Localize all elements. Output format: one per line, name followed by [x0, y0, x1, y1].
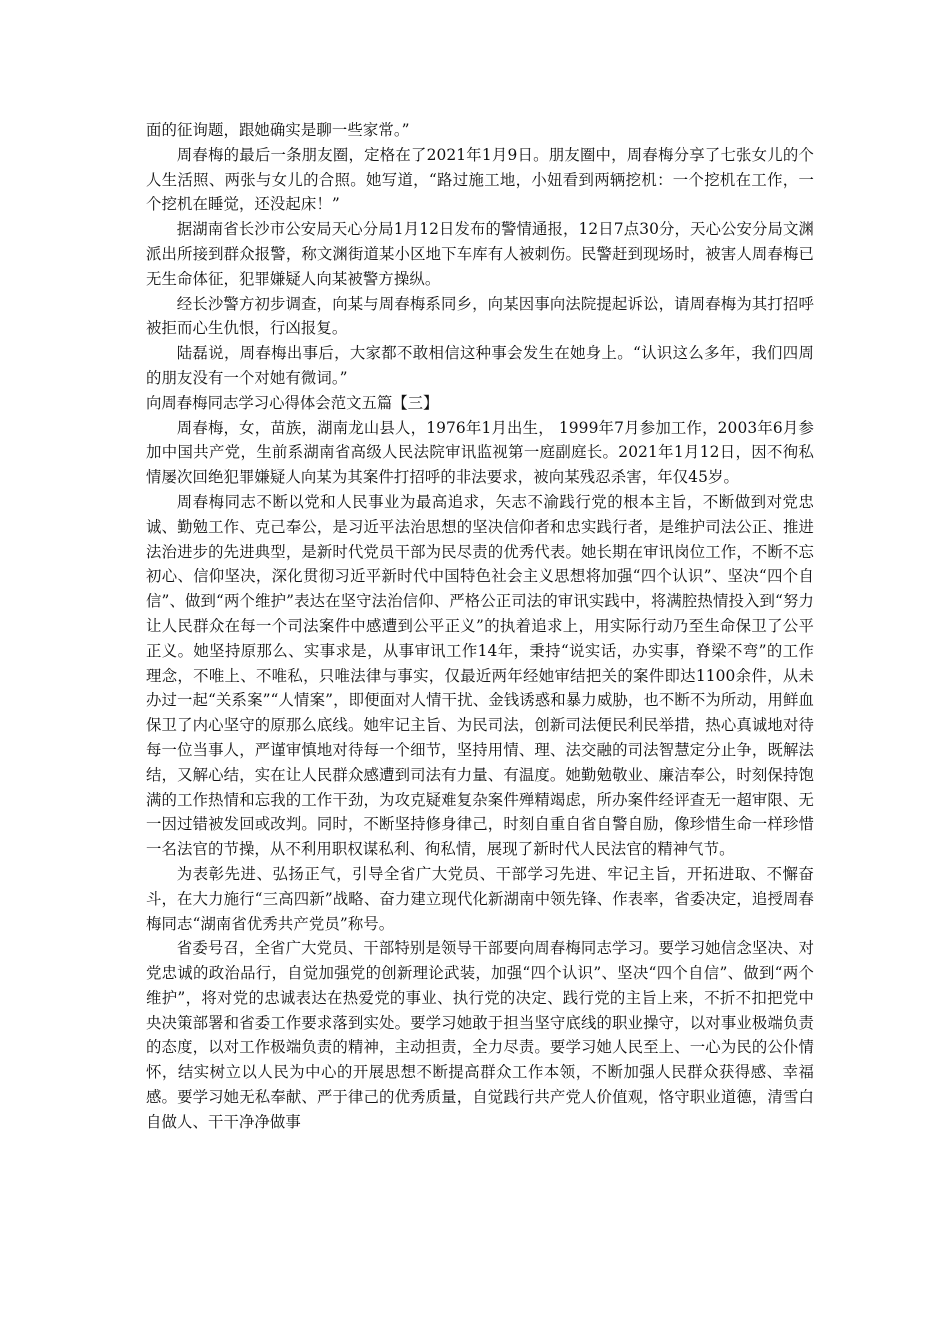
paragraph-biography: 周春梅，女，苗族，湖南龙山县人，1976年1月出生， 1999年7月参加工作，2003年6月参加中国共产党，生前系湖南省高级人民法院审讯监视第一庭副庭长。2021年1月12日，因不徇私情屡次回绝犯罪嫌疑人向某为其案件打招呼的非法要求，被向某残忍杀害，年仅45岁。 — [146, 418, 814, 487]
paragraph-lu-lei-quote: 陆磊说，周春梅出事后，大家都不敢相信这种事会发生在她身上。“认识这么多年，我们四周的朋友没有一个对她有微词。” — [146, 344, 814, 387]
paragraph-police-report: 据湖南省长沙市公安局天心分局1月12日发布的警情通报，12日7点30分，天心公安分局文渊派出所接到群众报警，称文渊街道某小区地下车库有人被刺伤。民警赶到现场时，被害人周春梅已无生命体征，犯罪嫌疑人向某被警方操纵。 — [146, 220, 814, 288]
paragraph-continuation: 面的征询题，跟她确实是聊一些家常。” — [146, 121, 410, 139]
document-page — [146, 118, 814, 1135]
paragraph-commendation: 为表彰先进、弘扬正气，引导全省广大党员、干部学习先进、牢记主旨，开拓进取、不懈奋斗，在大力施行“三高四新”战略、奋力建立现代化新湖南中领先锋、作表率，省委决定，追授周春梅同志“湖南省优秀共产党员”称号。 — [146, 864, 814, 933]
paragraph-achievements: 周春梅同志不断以党和人民事业为最高追求，矢志不渝践行党的根本主旨，不断做到对党忠诚、勤勉工作、克己奉公，是习近平法治思想的坚决信仰者和忠实践行者，是维护司法公正、推进法治进步的先进典型，是新时代党员干部为民尽责的优秀代表。她长期在审讯岗位工作，不断不忘初心、信仰坚决，深化贯彻习近平新时代中国特色社会主义思想将加强“四个认识”、坚决“四个自信”、做到“两个维护”表达在坚守法治信仰、严格公正司法的审讯实践中，将满腔热情投入到“努力让人民群众在每一个司法案件中感遭到公平正义”的执着追求上，用实际行动乃至生命保卫了公平正义。她坚持原那么、实事求是，从事审讯工作14年，秉持“说实话，办实事，脊梁不弯”的工作理念，不唯上、不唯私，只唯法律与事实，仅最近两年经她审结把关的案件即达1100余件，从未办过一起“关系案”“人情案”，即便面对人情干扰、金钱诱惑和暴力威胁，也不断不为所动，用鲜血保卫了内心坚守的原那么底线。她牢记主旨、为民司法，创新司法便民利民举措，热心真诚地对待每一位当事人，严谨审慎地对待每一个细节，坚持用情、理、法交融的司法智慧定分止争，既解法结，又解心结，实在让人民群众感遭到司法有力量、有温度。她勤勉敬业、廉洁奉公，时刻保持饱满的工作热情和忘我的工作干劲，为攻克疑难复杂案件殚精竭虑，所办案件经评查无一超审限、无一因过错被发回或改判。同时，不断坚持修身律己，时刻自重自省自警自励，像珍惜生命一样珍惜一名法官的节操，从不利用职权谋私利、徇私情，展现了新时代人民法官的精神气节。 — [146, 492, 814, 859]
paragraph-last-moments-post: 周春梅的最后一条朋友圈，定格在了2021年1月9日。朋友圈中，周春梅分享了七张女儿的个人生活照、两张与女儿的合照。她写道，“路过施工地，小妞看到两辆挖机：一个挖机在工作，一个挖机在睡觉，还没起床！” — [146, 145, 814, 214]
paragraph-call-to-learn: 省委号召，全省广大党员、干部特别是领导干部要向周春梅同志学习。要学习她信念坚决、对党忠诚的政治品行，自觉加强党的创新理论武装，加强“四个认识”、坚决“四个自信”、做到“两个维护”，将对党的忠诚表达在热爱党的事业、执行党的决定、践行党的主旨上来，不折不扣把党中央决策部署和省委工作要求落到实处。要学习她敢于担当坚守底线的职业操守，以对事业极端负责的态度，以对工作极端负责的精神，主动担责，全力尽责。要学习她人民至上、一心为民的公仆情怀，结实树立以人民为中心的开展思想不断提高群众工作本领，不断加强人民群众获得感、幸福感。要学习她无私奉献、严于律己的优秀质量，自觉践行共产党人价值观，恪守职业道德，清雪白自做人、干干净净做事 — [146, 939, 814, 1131]
section-heading: 向周春梅同志学习心得体会范文五篇【三】 — [146, 393, 439, 412]
paragraph-investigation: 经长沙警方初步调查，向某与周春梅系同乡，向某因事向法院提起诉讼，请周春梅为其打招呼被拒而心生仇恨，行凶报复。 — [146, 294, 814, 338]
